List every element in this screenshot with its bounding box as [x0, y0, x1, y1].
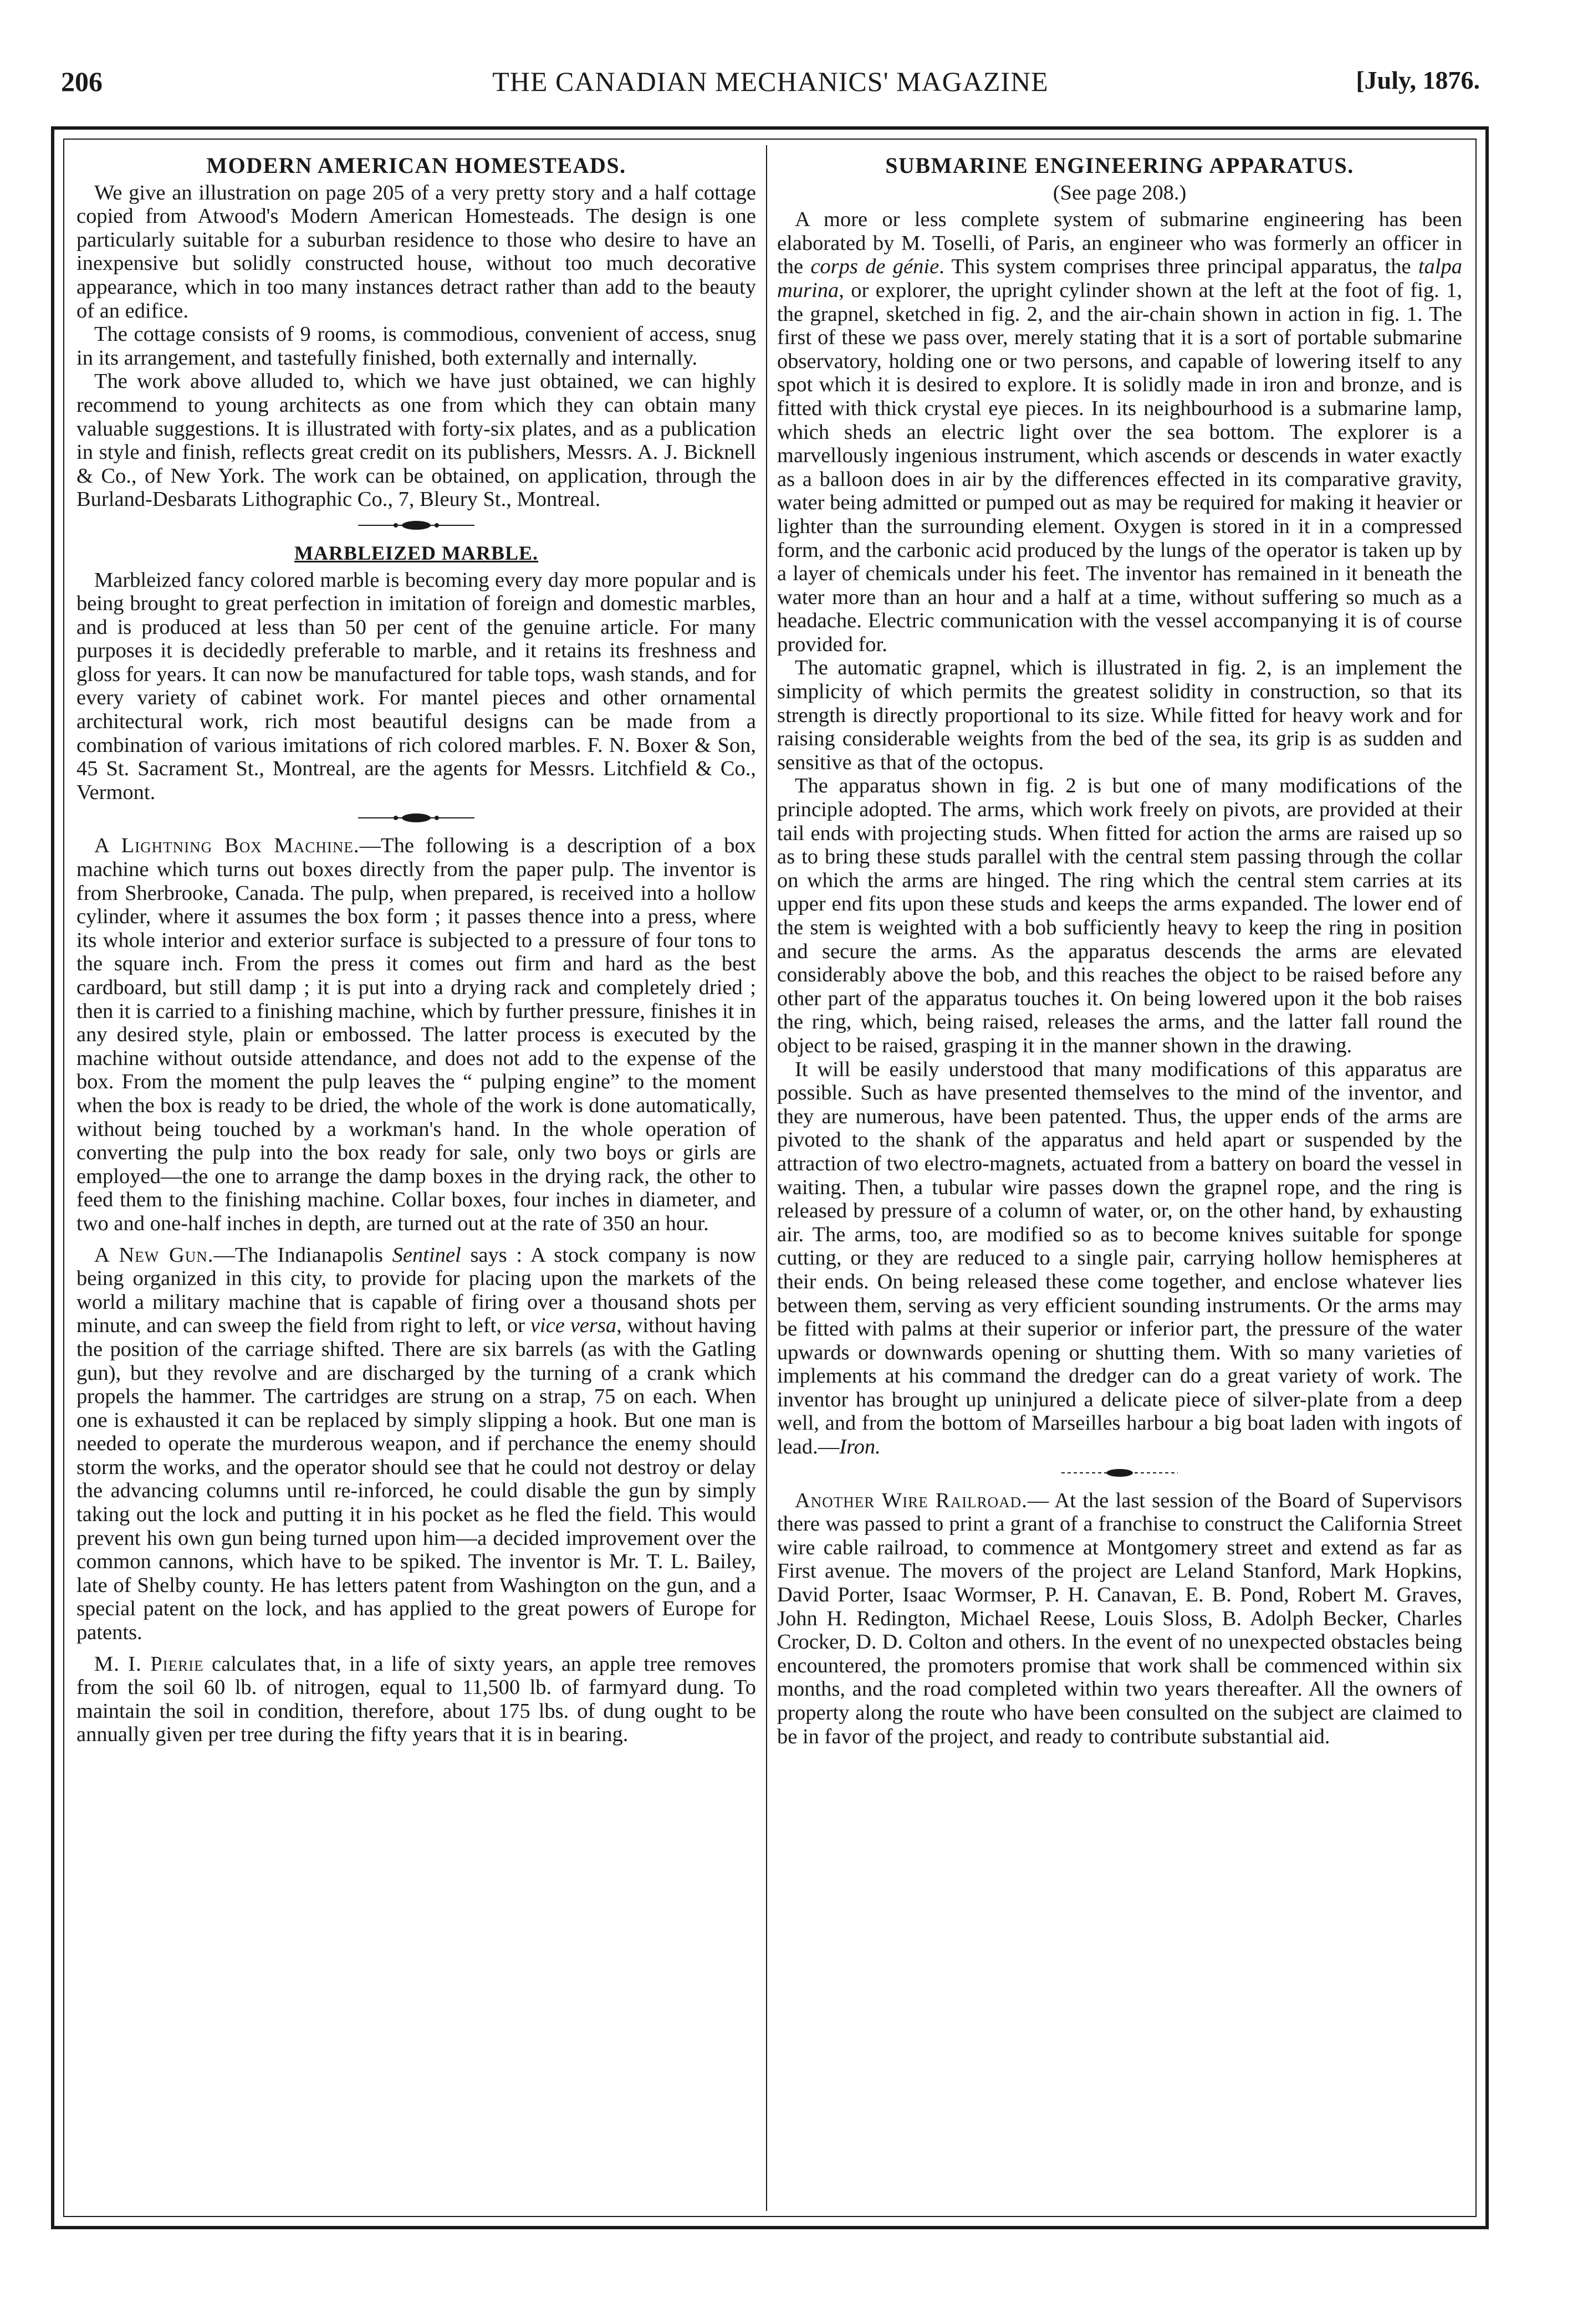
- pierie-body: calculates that, in a life of sixty years, an apple tree removes from the soil 60 lb. of nitrogen, equal to 11,500 lb. of farmyard dung. To maintain the soil in condition, therefore, about 175 lbs. of dung ought to be annually given per tree during the fifty years that it is in bearing.: [76, 1652, 756, 1747]
- section-ornament: [1061, 1467, 1178, 1479]
- article-wire-railroad: [777, 1489, 1462, 1749]
- article-marbleized-marble: [76, 541, 756, 805]
- railroad-lead: Another Wire Railroad.: [795, 1488, 1028, 1512]
- homesteads-paragraph-2: The cottage consists of 9 rooms, is commodious, convenient of access, snug in its arrangement, and tastefully finished, both externally and internally.: [76, 323, 756, 370]
- pierie-lead: M. I. Pierie: [94, 1652, 204, 1676]
- left-column: [76, 149, 756, 1747]
- submarine-p1-a: A more or less complete system of submarine engineering has been elaborated by M. Toselli, of Paris, an engineer who was formerly an officer in the: [777, 208, 1462, 279]
- box-machine-body: —The following is a description of a box machine which turns out boxes directly from the paper pulp. The inventor is from Sherbrooke, Canada. The pulp, when prepared, is received into a hollow cylinder, where it assumes the box form ; it passes thence into a press, where its whole interior and exterior surface is subjected to a pressure of four tons to the square inch. From the press it comes out firm and hard as the best cardboard, but still damp ; it is put into a drying rack and completely dried ; then it is carried to a finishing machine, which by further pressure, finishes it in any desired style, plain or embossed. The latter process is executed by the machine without outside attendance, and does not add to the expense of the box. From the moment the pulp leaves the “ pulping engine” to the moment when the box is ready to be dried, the whole of the work is done automatically, without being touched by a workman's hand. In the whole operation of converting the pulp into the box ready for sale, only two boys or girls are employed—the one to arrange the damp boxes in the drying rack, the other to feed them to the finishing machine. Collar boxes, four inches in diameter, and two and one-half inches in depth, are turned out at the rate of 350 an hour.: [76, 834, 757, 1235]
- new-gun-body-c: , without having the position of the carriage shifted. There are six barrels (as with the Gatling gun), but they revolve and are discharged by the turning of a crank which propels the hammer. The cartridges are strung on a strap, 75 on each. When one is exhausted it can be replaced by simply slipping a hook. But one man is needed to operate the murderous weapon, and if perchance the enemy should storm the works, and the operator should see that he could not destroy or delay the advancing columns until re-inforced, he could disable the gun by simply taking out the lock and putting it in his pocket as he fled the field. This would prevent his own gun being turned upon him—a decided improvement over the common cannons, which have to be spiked. The inventor is Mr. T. L. Bailey, late of Shelby county. He has letters patent from Washington on the gun, and a special patent on the lock, and has applied to the great powers of Europe for patents.: [76, 1314, 756, 1645]
- new-gun-body-a: —The Indianapolis: [213, 1243, 392, 1267]
- new-gun-lead: A New Gun.: [94, 1243, 214, 1267]
- new-gun-source: Sentinel: [392, 1243, 461, 1267]
- railroad-body: — At the last session of the Board of Supervisors there was passed to print a grant of a franchise to construct the California Street wire cable railroad, to commence at Montgomery street and extend as far as First avenue. The movers of the project are Leland Stanford, Mark Hopkins, David Porter, Isaac Wormser, P. H. Canavan, E. B. Pond, Robert M. Graves, John H. Redington, Michael Reese, Louis Sloss, B. Adolph Becker, Charles Crocker, D. D. Colton and others. In the event of no unexpected obstacles being encountered, the promoters promise that work shall be commenced within six months, and the road completed within two years thereafter. All the owners of property along the route who have been consulted on the subject are claimed to be in favor of the project, and ready to contribute substantial aid.: [777, 1488, 1462, 1748]
- page-number: 206: [61, 66, 103, 97]
- section-ornament: [358, 519, 474, 531]
- railroad-paragraph: [777, 1489, 1462, 1749]
- right-column: [777, 149, 1462, 1748]
- submarine-p4-body: It will be easily understood that many modifications of this apparatus are possible. Such as have presented themselves to the mind of the inventor, and they are numerous, have been patented. Thus, the upper ends of the arms are pivoted to the shank of the apparatus and held apart or suspended by the attraction of two electro-magnets, actuated from a battery on board the vessel in waiting. Then, a tubular wire passes down the grapnel rope, and the ring is released by pressure of a column of water, or, on the other hand, by exhausting air. The arms, too, are modified so as to become knives suitable for sponge cutting, or they are reduced to a single pair, carrying hollow hemispheres at their ends. On being released these come together, and enclose whatever lies between them, serving as very efficient sounding instruments. Or the arms may be fitted with palms at their superior or inferior part, the pressure of the water upwards or downwards opening or shutting them. With so many varieties of implements at his command the dredger can do a great variety of work. The inventor has brought up uninjured a delicate piece of silver-plate from a deep well, and from the bottom of Marseilles harbour a big boat laden with ingots of lead.—: [777, 1057, 1462, 1459]
- article-homesteads: [76, 154, 756, 511]
- running-head: [61, 65, 1480, 110]
- article-new-gun: [76, 1243, 756, 1645]
- column-divider: [766, 145, 767, 2211]
- box-machine-lead: A Lightning Box Machine.: [94, 834, 360, 858]
- corps-de-genie: corps de génie: [810, 255, 939, 279]
- issue-date: [July, 1876.: [1356, 66, 1480, 94]
- submarine-paragraph-1: [777, 208, 1462, 656]
- submarine-p1-c: , or explorer, the upright cylinder shown at the left at the foot of fig. 1, the grapnel, sketched in fig. 2, and the air-chain shown in action in fig. 1. The first of these we pass over, merely stating that it is a sort of portable submarine observatory, holding one or two persons, and capable of lowering itself to any spot which it is desired to explore. It is solidly made in iron and bronze, and is fitted with thick crystal eye pieces. In its neighbourhood is a submarine lamp, which sheds an electric light over the sea bottom. The explorer is a marvellously ingenious instrument, which ascends or descends in water exactly as a balloon does in air by the differences effected in its comparative gravity, water being admitted or pumped out as may be required for making it heavier or lighter than the surrounding element. Oxygen is stored in it in a compressed form, and the carbonic acid produced by the lungs of the operator is taken up by a layer of chemicals under his feet. The inventor has remained in it beneath the water more than an hour and a half at a time, without suffering so much as a headache. Electric communication with the vessel accompanying it is of course provided for.: [777, 278, 1462, 656]
- new-gun-vice-versa: vice versa: [530, 1314, 617, 1338]
- article-title-homesteads: MODERN AMERICAN HOMESTEADS.: [206, 153, 626, 178]
- homesteads-paragraph-1: We give an illustration on page 205 of a very pretty story and a half cottage copied from Atwood's Modern American Homesteads. The design is one particularly suitable for a suburban residence to those who desire to have an inexpensive but solidly constructed house, without too much decorative appearance, which in too many instances detract rather than add to the beauty of an edifice.: [76, 181, 756, 323]
- submarine-p1-b: . This system comprises three principal apparatus, the: [939, 255, 1418, 279]
- marble-paragraph: Marbleized fancy colored marble is becoming every day more popular and is being brought to great perfection in imitation of foreign and domestic marbles, and is produced at less than 50 per cent of the genuine article. For many purposes it is decidedly preferable to marble, and it retains its freshness and gloss for years. It can now be manufactured for table tops, wash stands, and for every variety of cabinet work. For mantel pieces and other ornamental architectural work, rich most beautiful designs can be made from a combination of various imitations of rich colored marbles. F. N. Boxer & Son, 45 St. Sacrament St., Montreal, are the agents for Messrs. Litchfield & Co., Vermont.: [76, 568, 756, 804]
- see-page-note: (See page 208.): [1053, 181, 1187, 204]
- pierie-paragraph: [76, 1652, 756, 1747]
- box-machine-paragraph: [76, 834, 756, 1235]
- talpa-murina: talpa murina: [777, 255, 1462, 302]
- submarine-paragraph-2: The automatic grapnel, which is illustrated in fig. 2, is an implement the simplicity of which permits the greatest solidity in construction, so that its strength is directly proportional to its size. While fitted for heavy work and for raising considerable weights from the bed of the sea, its grip is as sudden and sensitive as that of the octopus.: [777, 656, 1462, 774]
- submarine-paragraph-4: [777, 1058, 1462, 1459]
- article-pierie: [76, 1652, 756, 1747]
- article-title-marble: MARBLEIZED MARBLE.: [294, 541, 539, 564]
- submarine-source: Iron.: [839, 1435, 881, 1459]
- new-gun-body-b: says : A stock company is now being organized in this city, to provide for placing upon the markets of the world a military machine that is capable of firing over a thousand shots per minute, and can sweep the field from right to left, or: [76, 1243, 756, 1338]
- homesteads-paragraph-3: The work above alluded to, which we have just obtained, we can highly recommend to young architects as one from which they can obtain many valuable suggestions. It is illustrated with forty-six plates, and as a publication in style and finish, reflects great credit on its publishers, Messrs. A. J. Bicknell & Co., of New York. The work can be obtained, on application, through the Burland-Desbarats Lithographic Co., 7, Bleury St., Montreal.: [76, 370, 756, 511]
- submarine-paragraph-3: The apparatus shown in fig. 2 is but one of many modifications of the principle adopted. The arms, which work freely on pivots, are provided at their tail ends with projecting studs. When fitted for action the arms are raised up so as to bring these studs parallel with the central stem passing through the collar on which the arms are hinged. The ring which the central stem carries at its upper end fits upon these studs and keeps the arms expanded. The lower end of the stem is weighted with a bob sufficiently heavy to keep the ring in position and secure the arms. As the apparatus descends the arms are elevated considerably above the bob, and this reaches the object to be raised before any other part of the apparatus touches it. On being lowered upon it the bob raises the ring, which, being raised, releases the arms, and the latter fall round the object to be raised, grasping it in the manner shown in the drawing.: [777, 774, 1462, 1057]
- section-ornament: [358, 812, 474, 824]
- article-title-submarine: SUBMARINE ENGINEERING APPARATUS.: [885, 153, 1354, 178]
- article-submarine: [777, 154, 1462, 1459]
- magazine-title: THE CANADIAN MECHANICS' MAGAZINE: [492, 66, 1049, 97]
- article-box-machine: [76, 834, 756, 1235]
- new-gun-paragraph: [76, 1243, 756, 1645]
